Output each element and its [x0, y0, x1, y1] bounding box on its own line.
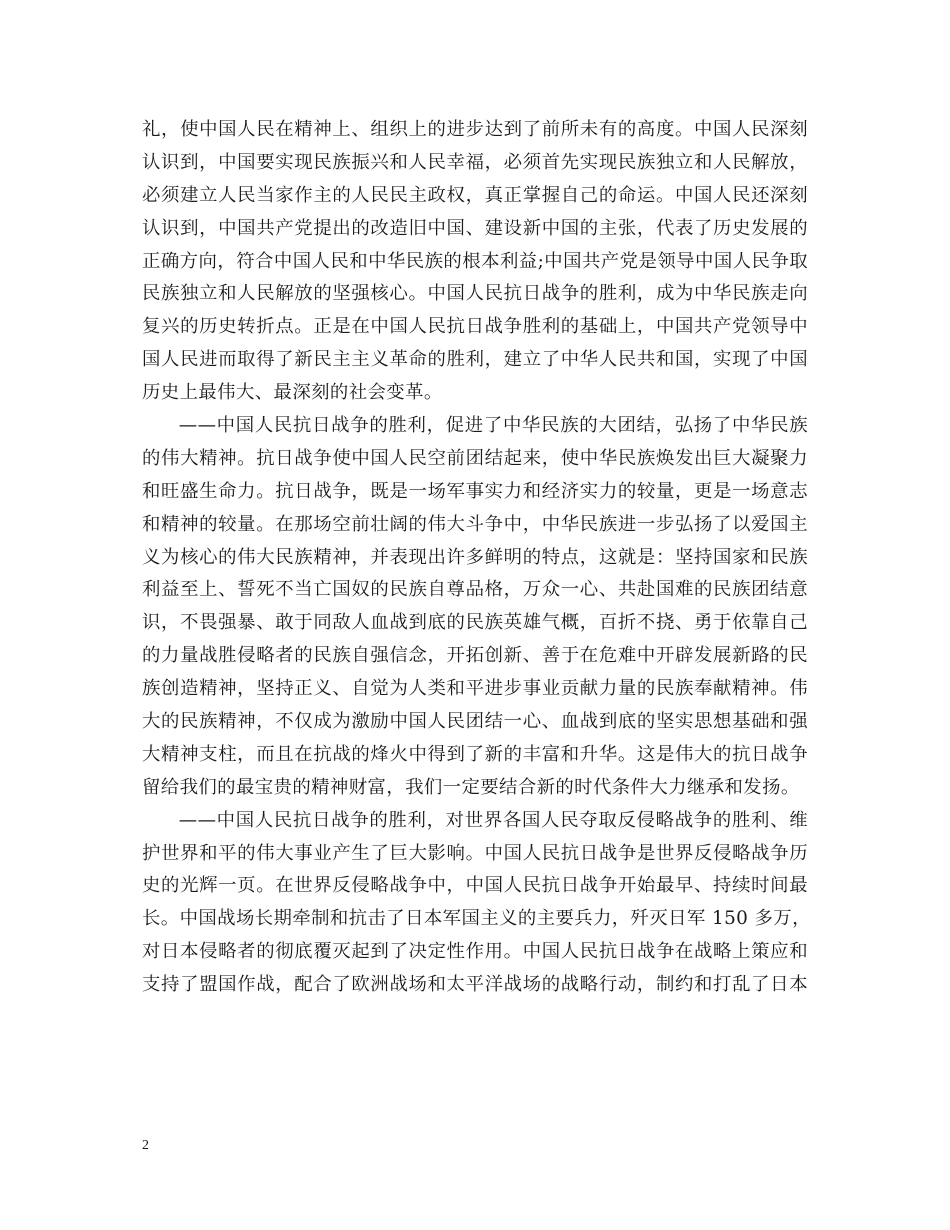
- text-line: 对日本侵略者的彻底覆灭起到了决定性作用。中国人民抗日战争在战略上策应和: [142, 941, 808, 963]
- text-line: 大的民族精神，不仅成为激励中国人民团结一心、血战到底的坚实思想基础和强: [142, 711, 808, 733]
- text-line: 护世界和平的伟大事业产生了巨大影响。中国人民抗日战争是世界反侵略战争历: [142, 842, 808, 864]
- text-line: 支持了盟国作战，配合了欧洲战场和太平洋战场的战略行动，制约和打乱了日本: [142, 974, 808, 996]
- text-line: 大精神支柱，而且在抗战的烽火中得到了新的丰富和升华。这是伟大的抗日战争: [142, 743, 808, 765]
- document-body: [142, 114, 811, 1002]
- text-line: ——中国人民抗日战争的胜利，促进了中华民族的大团结，弘扬了中华民族: [178, 415, 808, 437]
- text-line: 义为核心的伟大民族精神，并表现出许多鲜明的特点，这就是：坚持国家和民族: [142, 546, 808, 568]
- text-line: 历史上最伟大、最深刻的社会变革。: [142, 382, 443, 404]
- text-line: 的伟大精神。抗日战争使中国人民空前团结起来，使中华民族焕发出巨大凝聚力: [142, 447, 808, 469]
- text-line: 利益至上、誓死不当亡国奴的民族自尊品格，万众一心、共赴国难的民族团结意: [142, 579, 808, 601]
- text-line: 复兴的历史转折点。正是在中国人民抗日战争胜利的基础上，中国共产党领导中: [142, 316, 808, 338]
- text-line: 正确方向，符合中国人民和中华民族的根本利益;中国共产党是领导中国人民争取: [142, 250, 808, 272]
- text-line: 长。中国战场长期牵制和抗击了日本军国主义的主要兵力，歼灭日军 150 多万，: [142, 908, 811, 930]
- text-line: 国人民进而取得了新民主主义革命的胜利，建立了中华人民共和国，实现了中国: [142, 349, 808, 371]
- text-line: 认识到，中国要实现民族振兴和人民幸福，必须首先实现民族独立和人民解放，: [142, 151, 808, 173]
- page-number: 2: [142, 1138, 149, 1153]
- text-line: 民族独立和人民解放的坚强核心。中国人民抗日战争的胜利，成为中华民族走向: [142, 283, 808, 305]
- text-line: 礼，使中国人民在精神上、组织上的进步达到了前所未有的高度。中国人民深刻: [142, 119, 808, 140]
- text-line: ——中国人民抗日战争的胜利，对世界各国人民夺取反侵略战争的胜利、维: [178, 809, 808, 831]
- text-line: 识，不畏强暴、敢于同敌人血战到底的民族英雄气概，百折不挠、勇于依靠自己: [142, 612, 808, 634]
- text-line: 史的光辉一页。在世界反侵略战争中，中国人民抗日战争开始最早、持续时间最: [142, 875, 808, 897]
- text-line: 留给我们的最宝贵的精神财富，我们一定要结合新的时代条件大力继承和发扬。: [142, 776, 800, 798]
- text-line: 的力量战胜侵略者的民族自强信念，开拓创新、善于在危难中开辟发展新路的民: [142, 645, 808, 667]
- text-line: 和旺盛生命力。抗日战争，既是一场军事实力和经济实力的较量，更是一场意志: [142, 480, 808, 502]
- text-line: 认识到，中国共产党提出的改造旧中国、建设新中国的主张，代表了历史发展的: [142, 217, 808, 239]
- text-line: 族创造精神，坚持正义、自觉为人类和平进步事业贡献力量的民族奉献精神。伟: [142, 678, 808, 700]
- text-line: 和精神的较量。在那场空前壮阔的伟大斗争中，中华民族进一步弘扬了以爱国主: [142, 513, 808, 535]
- text-line: 必须建立人民当家作主的人民民主政权，真正掌握自己的命运。中国人民还深刻: [142, 184, 808, 206]
